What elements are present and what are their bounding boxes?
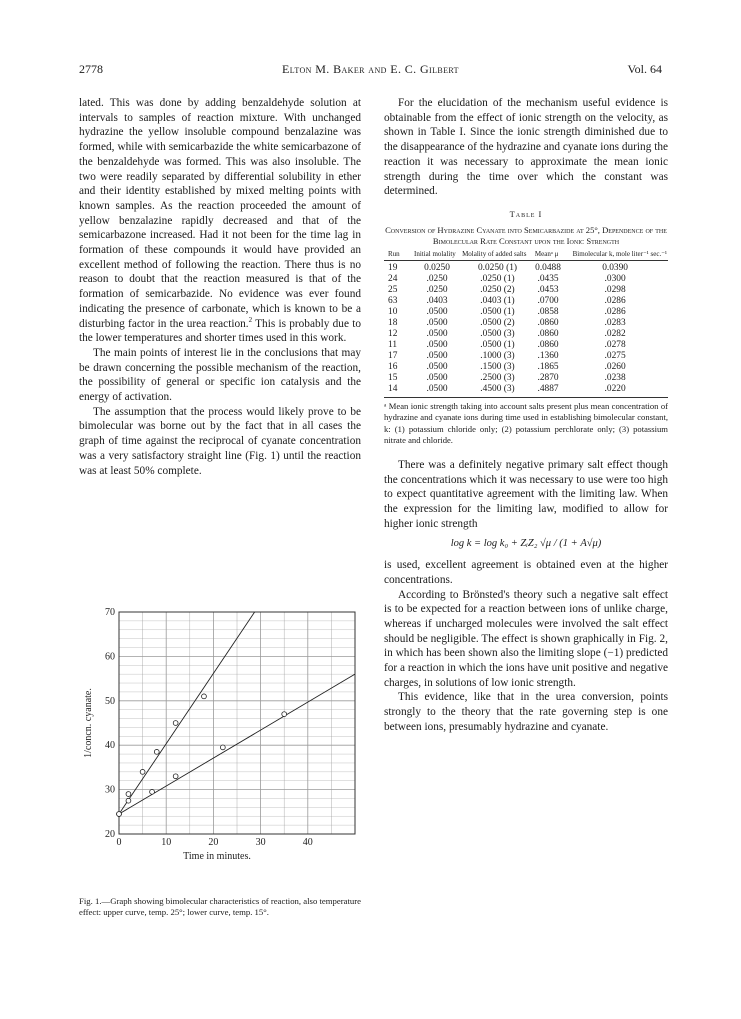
table-cell: 14 [384, 384, 413, 398]
table-cell: 0.0250 [424, 263, 450, 274]
table-cell: .0282 [604, 329, 626, 340]
figure-caption: Fig. 1.—Graph showing bimolecular characteristics of reaction, also temperature effect: upper curve, temp. 25°; lower curve, temp. 15°. [79, 896, 361, 917]
table-cell: 24 [388, 274, 398, 285]
data-point [117, 812, 122, 817]
fig-1-chart [79, 604, 361, 896]
table-cell: .0860 [537, 340, 559, 351]
table-header-cell: Run [384, 251, 413, 261]
table-cell: .0858 [537, 307, 559, 318]
table-header-row [384, 251, 668, 261]
table-cell: .0275 [604, 351, 626, 362]
paragraph: For the elucidation of the mechanism useful evidence is obtainable from the effect of ionic strength on the velocity, as shown in Table I. Since the ionic strength diminished due to the disappearance of the hydrazine and cyanate ions during the reaction it was necessary to approximate the mean ionic strength during the time over which the constant was determined. [384, 97, 668, 198]
table-row [384, 329, 668, 340]
footnote-marker: 2 [248, 315, 253, 324]
table-cell: .0220 [562, 384, 668, 398]
table-cell: .0283 [604, 318, 626, 329]
table-cell: 12 [388, 329, 398, 340]
data-point [202, 694, 207, 699]
table-row [384, 318, 668, 329]
table-cell: .0453 [537, 285, 559, 296]
table-cell: .0500 [426, 318, 448, 329]
table-row [384, 296, 668, 307]
table-cell: .0500 (1) [480, 307, 515, 318]
table-cell: .2870 [537, 373, 559, 384]
table-cell: 25 [388, 285, 398, 296]
data-point [126, 792, 131, 797]
running-authors: Elton M. Baker and E. C. Gilbert [282, 62, 459, 76]
y-tick-label: 50 [105, 695, 115, 707]
table-row [384, 307, 668, 318]
table-cell: .0500 [413, 384, 461, 398]
y-tick-label: 20 [105, 829, 115, 840]
paragraph: is used, excellent agreement is obtained even at the higher concentrations. [384, 559, 668, 586]
table-header-cell: Bimolecular k, mole liter⁻¹ sec.⁻¹ [562, 251, 668, 261]
table-row [384, 362, 668, 373]
volume-label: Vol. 64 [627, 62, 662, 76]
table-row [384, 274, 668, 285]
table-cell: 63 [388, 296, 398, 307]
table-cell: .2500 (3) [480, 373, 515, 384]
table-cell: .0260 [604, 362, 626, 373]
table-cell: .0278 [604, 340, 626, 351]
right-column [384, 96, 668, 735]
table-cell: .0300 [604, 274, 626, 285]
table-cell: .4887 [534, 384, 562, 398]
y-tick-label: 70 [105, 607, 115, 618]
table-body [384, 261, 668, 398]
table-row [384, 373, 668, 384]
x-tick-label: 20 [208, 837, 219, 848]
data-point [173, 721, 178, 726]
data-point [154, 749, 159, 754]
data-point [220, 745, 225, 750]
table-label: Table I [509, 208, 543, 219]
table-cell: .1500 (3) [480, 362, 515, 373]
paragraph: The main points of interest lie in the conclusions that may be drawn concerning the possible mechanism of the reaction, the possibility of general or specific ion catalysis and the energy of activation. [79, 346, 361, 404]
page-number: 2778 [79, 62, 103, 76]
left-column [79, 96, 361, 478]
table-cell: .0403 (1) [480, 296, 515, 307]
figure-1 [79, 604, 361, 904]
y-tick-label: 40 [105, 740, 115, 752]
table-cell: 11 [388, 340, 398, 351]
table-cell: .0298 [604, 285, 626, 296]
x-tick-label: 10 [161, 837, 172, 848]
table-cell: .0250 [426, 274, 448, 285]
x-axis-label: Time in minutes. [183, 851, 251, 862]
table-header-cell: Molality of added salts [461, 251, 534, 261]
table-cell: .0238 [604, 373, 626, 384]
table-cell: .0500 (2) [480, 318, 515, 329]
table-cell: 16 [388, 362, 398, 373]
table-title: Conversion of Hydrazine Cyanate into Semicarbazide at 25°, Dependence of the Bimolecular Rate Constant upon the Ionic Strength [385, 224, 667, 246]
table-cell: .0286 [604, 307, 626, 318]
y-axis-label: 1/concn. cyanate. [83, 688, 94, 758]
data-point [126, 798, 131, 803]
table-cell: .0500 (1) [480, 340, 515, 351]
x-tick-label: 0 [116, 837, 122, 848]
table-cell: .4500 (3) [461, 384, 534, 398]
table-cell: .1865 [537, 362, 559, 373]
table-row [384, 261, 668, 275]
table-cell: .0435 [537, 274, 559, 285]
table-cell: 15 [388, 373, 398, 384]
table-cell: .0860 [537, 329, 559, 340]
paragraph: According to Brönsted's theory such a negative salt effect is to be expected for a reaction between ions of unlike charge, whereas if uncharged molecules were involved the salt effect should be negligible. The effect is shown graphically in Fig. 2, in which has been shown also the limiting slope (−1) predicted for a reaction in which the ions have unit positive and negative charges, in solutions of low ionic strength. [384, 588, 668, 689]
table-cell: .0500 (3) [480, 329, 515, 340]
paragraph: The assumption that the process would likely prove to be bimolecular was borne out by the fact that in all cases the graph of time against the reciprocal of cyanate concentration was a very satisfactory straight line (Fig. 1) until the reaction was at least 50% complete. [79, 405, 361, 477]
table-row [384, 351, 668, 362]
x-tick-label: 30 [255, 837, 266, 848]
y-tick-label: 60 [105, 651, 115, 663]
table-cell: 10 [388, 307, 398, 318]
table-cell: .0403 [426, 296, 448, 307]
data-point [150, 789, 155, 794]
table-cell: .0500 [426, 329, 448, 340]
table-cell: 0.0250 (1) [477, 263, 518, 274]
table-cell: .0286 [604, 296, 626, 307]
table-header-cell: Meanᵃ μ [534, 251, 562, 261]
table-cell: 0.0390 [602, 263, 628, 274]
table-cell: .0500 [426, 307, 448, 318]
table-cell: 19 [388, 263, 398, 274]
paragraph: This evidence, like that in the urea conversion, points strongly to the theory that the rate governing step is one between ions, presumably hydrazine and cyanate. [384, 691, 668, 733]
table-cell: .0250 [426, 285, 448, 296]
table-cell: .0500 [426, 373, 448, 384]
paragraph: There was a definitely negative primary salt effect though the concentrations which it was necessary to use were too high to expect quantitative agreement with the limiting law. When the expression for the limiting law, modified to allow for higher ionic strength [384, 458, 668, 530]
data-point [173, 774, 178, 779]
table-footnote: ᵃ Mean ionic strength taking into account salts present plus mean concentration of hydrazine and cyanate ions during time used in establishing bimolecular constant, k: (1) potassium chloride only; (2) potassium perchlorate only; (3) potassium nitrate and chloride. [384, 401, 668, 445]
table-cell: .0500 [426, 362, 448, 373]
table-cell: .0250 (1) [480, 274, 515, 285]
table-row [384, 340, 668, 351]
table-row [384, 285, 668, 296]
table-cell: .0500 [426, 340, 448, 351]
table-cell: 17 [388, 351, 398, 362]
x-tick-label: 40 [302, 837, 313, 848]
table-row [384, 384, 668, 398]
table-cell: .0500 [426, 351, 448, 362]
data-point [282, 712, 287, 717]
running-header [0, 62, 741, 78]
table-1 [384, 251, 668, 399]
table-cell: 0.0488 [535, 263, 561, 274]
paragraph: lated. This was done by adding benzaldehyde solution at intervals to samples of reaction mixture. With unchanged hydrazine the yellow insoluble compound benzalazine was formed, while with semicarbazide the white semicarbazone of the benzaldehyde was formed. This was also insoluble. The two were readily separated by differential solubility in ether and their identity established by mixed melting points with known samples. As the reaction proceeded the amount of yellow benzalazine rapidly decreased and that of the semicarbazone increased. Had it not been for the time lag in formation of these compounds it would have provided an excellent method of following the reaction. There thus is no reason to doubt that the reaction measured is that of the formation of semicarbazide. No evidence was ever found indicating the presence of carbonate, which is known to be a disturbing factor in the urea reaction.$^2$ This is probably due to the lower temperatures and shorter times used in this work. [79, 97, 361, 345]
table-header-cell: Initial molality [413, 251, 461, 261]
table-cell: 18 [388, 318, 398, 329]
table-cell: .0700 [537, 296, 559, 307]
table-cell: .0250 (2) [480, 285, 515, 296]
table-cell: .0860 [537, 318, 559, 329]
equation: log k = log k₀ + ZᵢZ₂ √μ / (1 + A√μ) [450, 538, 602, 550]
table-cell: .1360 [537, 351, 559, 362]
data-point [140, 769, 145, 774]
y-tick-label: 30 [105, 784, 115, 796]
table-cell: .1000 (3) [480, 351, 515, 362]
